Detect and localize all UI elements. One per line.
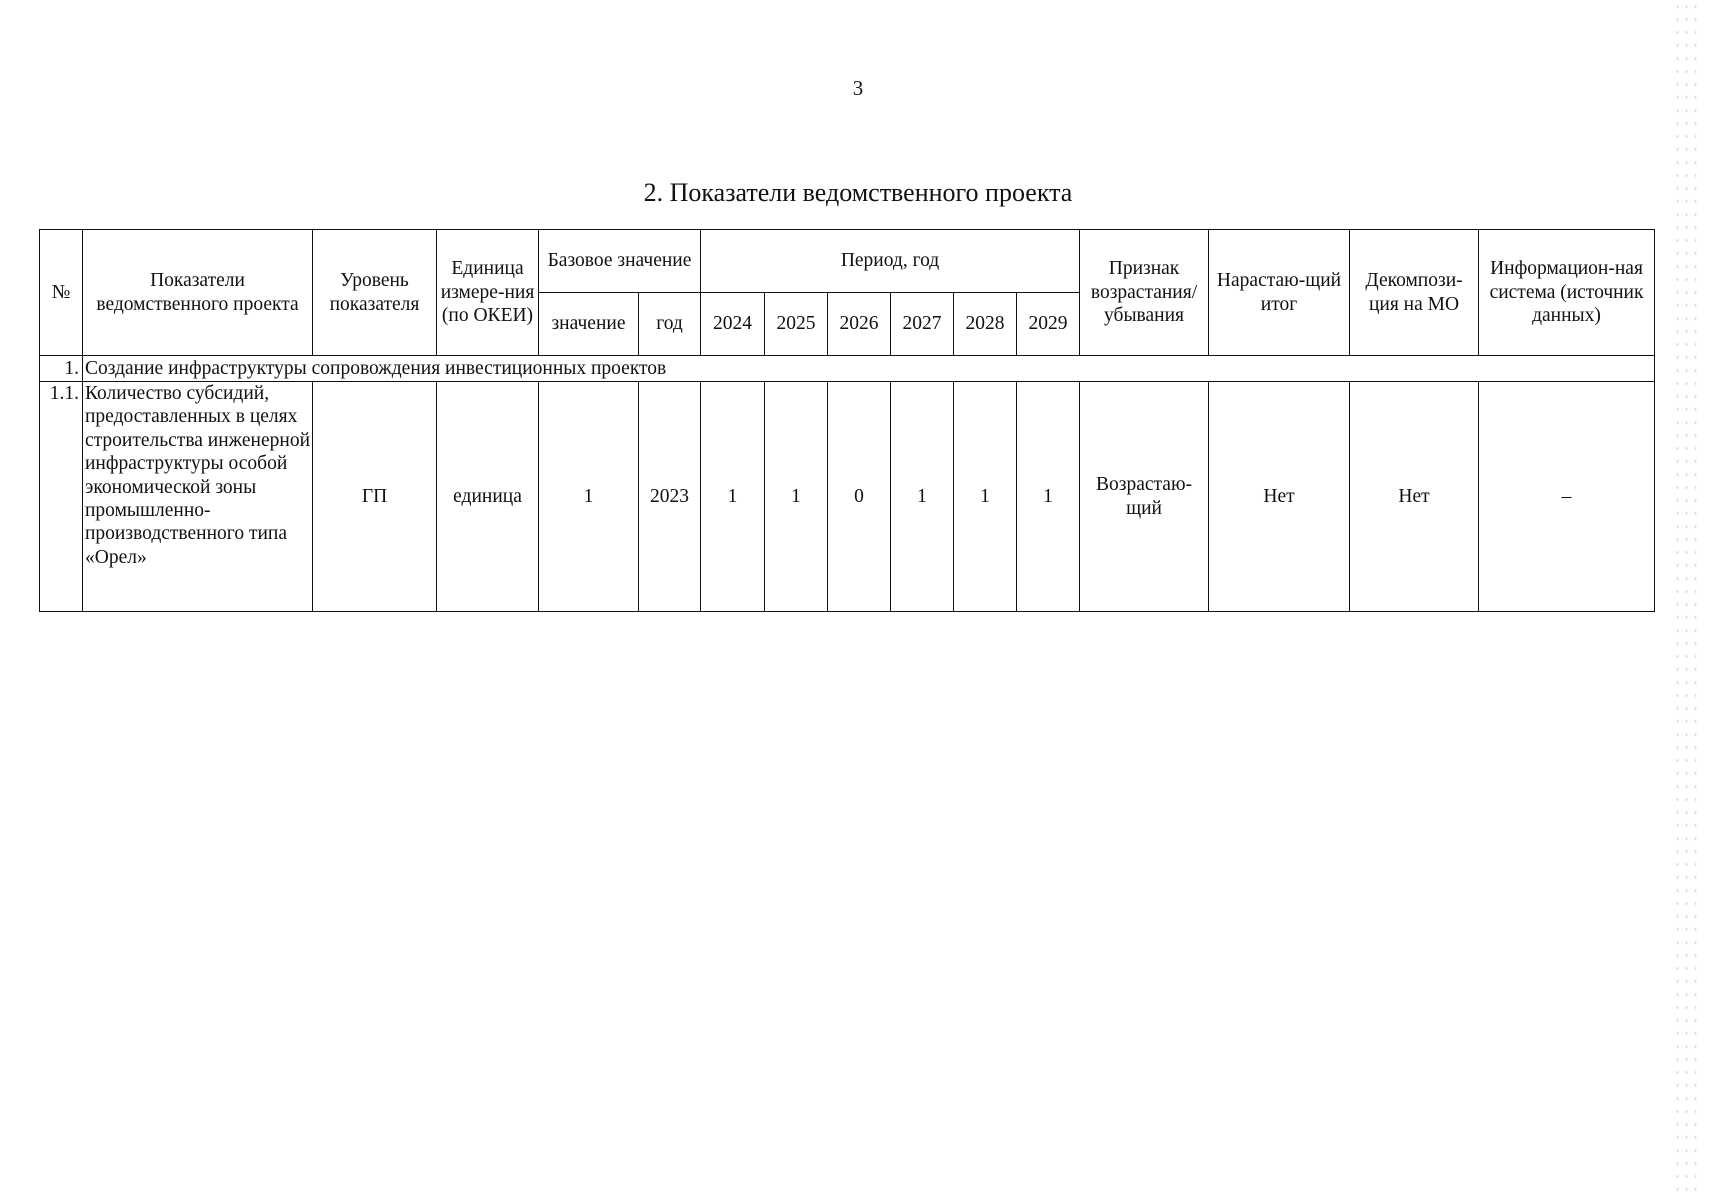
row-level: ГП: [313, 382, 437, 612]
header-year-2024: 2024: [701, 293, 765, 356]
header-indicator: Показатели ведомственного проекта: [83, 230, 313, 356]
row-num: 1.1.: [40, 382, 83, 612]
header-year-2029: 2029: [1017, 293, 1080, 356]
row-decomposition: Нет: [1350, 382, 1479, 612]
header-year-2026: 2026: [828, 293, 891, 356]
section-num: 1.: [40, 356, 83, 382]
row-year-2029: 1: [1017, 382, 1080, 612]
header-year-2025: 2025: [765, 293, 828, 356]
row-info-system: –: [1479, 382, 1655, 612]
header-base: Базовое значение: [539, 230, 701, 293]
header-num: №: [40, 230, 83, 356]
header-unit: Единица измере-ния (по ОКЕИ): [437, 230, 539, 356]
header-period: Период, год: [701, 230, 1080, 293]
header-year-2028: 2028: [954, 293, 1017, 356]
header-info-system: Информацион-ная система (источник данных): [1479, 230, 1655, 356]
row-cumulative: Нет: [1209, 382, 1350, 612]
section-row: [40, 356, 1655, 382]
row-indicator: Количество субсидий, предоставленных в целях строительства инженерной инфраструктуры особой экономической зоны промышленно-производственного типа «Орел»: [83, 382, 313, 612]
row-base-value: 1: [539, 382, 639, 612]
row-year-2025: 1: [765, 382, 828, 612]
scan-noise: [1673, 0, 1703, 1200]
header-level: Уровень показателя: [313, 230, 437, 356]
row-year-2024: 1: [701, 382, 765, 612]
table-row: [40, 382, 1655, 612]
header-trend: Признак возрастания/ убывания: [1080, 230, 1209, 356]
page-title: 2. Показатели ведомственного проекта: [643, 178, 1073, 207]
row-trend: Возрастаю-щий: [1080, 382, 1209, 612]
header-base-value: значение: [539, 293, 639, 356]
page-number: 3: [852, 76, 864, 100]
section-title: Создание инфраструктуры сопровождения инвестиционных проектов: [83, 356, 1655, 382]
header-base-year: год: [639, 293, 701, 356]
header-cumulative: Нарастаю-щий итог: [1209, 230, 1350, 356]
row-year-2028: 1: [954, 382, 1017, 612]
header-decomposition: Декомпози-ция на МО: [1350, 230, 1479, 356]
row-base-year: 2023: [639, 382, 701, 612]
table-header-row: [40, 230, 1655, 293]
row-unit: единица: [437, 382, 539, 612]
row-year-2026: 0: [828, 382, 891, 612]
row-year-2027: 1: [891, 382, 954, 612]
header-year-2027: 2027: [891, 293, 954, 356]
indicators-table: [39, 229, 1655, 612]
